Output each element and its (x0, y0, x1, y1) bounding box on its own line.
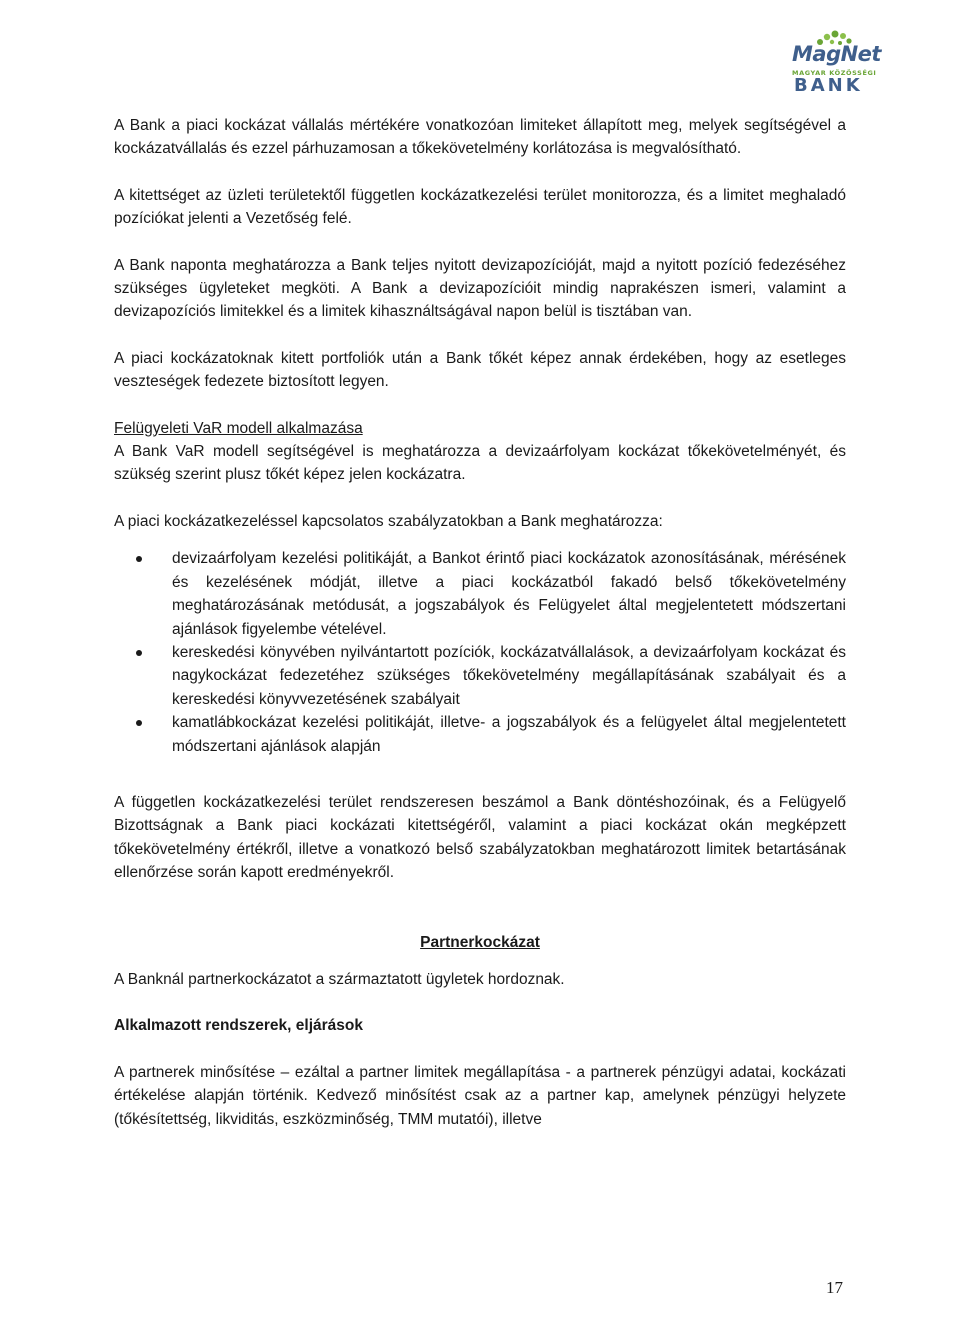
var-heading: Felügyeleti VaR modell alkalmazása (114, 419, 363, 437)
bullet-icon (136, 720, 142, 726)
page-number: 17 (826, 1278, 843, 1297)
logo-bank: BANK (794, 75, 863, 96)
paragraph-fx-position: A Bank naponta meghatározza a Bank teljes nyitott devizapozícióját, majd a nyitott pozíció fedezéséhez szükséges ügyleteket megköti. A Bank a devizapozícióit mindig naprakészen ismeri, valamint a devizapozíciós limitekkel és a limitek kihasználtságával napon belül is tisztában van. (114, 256, 846, 321)
paragraph-partner: A Banknál partnerkockázatot a származtatott ügyletek hordoznak. (114, 970, 565, 988)
bank-logo (786, 28, 882, 96)
list-item (114, 711, 846, 758)
bullet-icon (136, 650, 142, 656)
bullet-icon (136, 556, 142, 562)
paragraph-reporting: A független kockázatkezelési terület rendszeresen beszámol a Bank döntéshozóinak, és a Felügyelő Bizottságnak a Bank piaci kockázati kitettségéről, valamint a piaci kockázat okán megképzett tőkekövetelmény értékről, illetve a vonatkozó belső szabályzatokban meghatározott limitek betartásának ellenőrzése során kapott eredményekről. (114, 793, 846, 882)
list-item-text: kamatlábkockázat kezelési politikáját, illetve- a jogszabályok és a felügyelet által megjelentetett módszertani ajánlások alapján (172, 714, 846, 755)
paragraph-policies-intro: A piaci kockázatkezeléssel kapcsolatos szabályzatokban a Bank meghatározza: (114, 512, 663, 530)
paragraph-capital: A piaci kockázatoknak kitett portfoliók után a Bank tőkét képez annak érdekében, hogy az esetleges veszteségek fedezete biztosított legyen. (114, 349, 846, 391)
paragraph-monitoring: A kitettséget az üzleti területektől független kockázatkezelési terület monitorozza, és a limitet meghaladó pozíciókat jelenti a Vezetőség felé. (114, 186, 846, 228)
list-item-text: devizaárfolyam kezelési politikáját, a Bankot érintő piaci kockázatok azonosításának, mérésének és kezelésének módját, illetve a piaci kockázatból fakadó belső tőkekövetelmény meghatározásának metódusát, a jogszabályok és Felügyelet által megjelentetett módszertani ajánlások figyelembe vételével. (172, 550, 846, 638)
document-body (114, 114, 846, 1131)
list-item (114, 641, 846, 711)
logo-title: MagNet (792, 42, 881, 66)
paragraph-var: A Bank VaR modell segítségével is meghatározza a devizaárfolyam kockázat tőkekövetelményét, és szükség szerint plusz tőkét képez jelen kockázatra. (114, 443, 846, 484)
list-item-text: kereskedési könyvében nyilvántartott pozíciók, kockázatvállalások, a devizaárfolyam kockázat és nagykockázat fedezetéhez szükséges tőkekövetelmény megállapításának szabályait és a kereskedési könyvvezetésének szabályait (172, 643, 846, 708)
paragraph-limits: A Bank a piaci kockázat vállalás mértékére vonatkozóan limiteket állapított meg, melyek segítségével a kockázatvállalás és ezzel párhuzamosan a tőkekövetelmény korlátozása is megvalósítható. (114, 117, 846, 158)
systems-heading: Alkalmazott rendszerek, eljárások (114, 1017, 363, 1035)
partner-heading: Partnerkockázat (420, 933, 540, 951)
policy-list (114, 547, 846, 758)
logo-subtitle: MAGYAR KÖZÖSSÉGI (792, 69, 877, 77)
paragraph-rating: A partnerek minősítése – ezáltal a partner limitek megállapítása - a partnerek pénzügyi adatai, kockázati értékelése alapján történik. Kedvező minősítést csak az a partner kap, amelynek pénzügyi helyzete (tőkésítettség, likviditás, eszközminőség, TMM mutatói), illetve (114, 1063, 846, 1128)
list-item (114, 547, 846, 641)
